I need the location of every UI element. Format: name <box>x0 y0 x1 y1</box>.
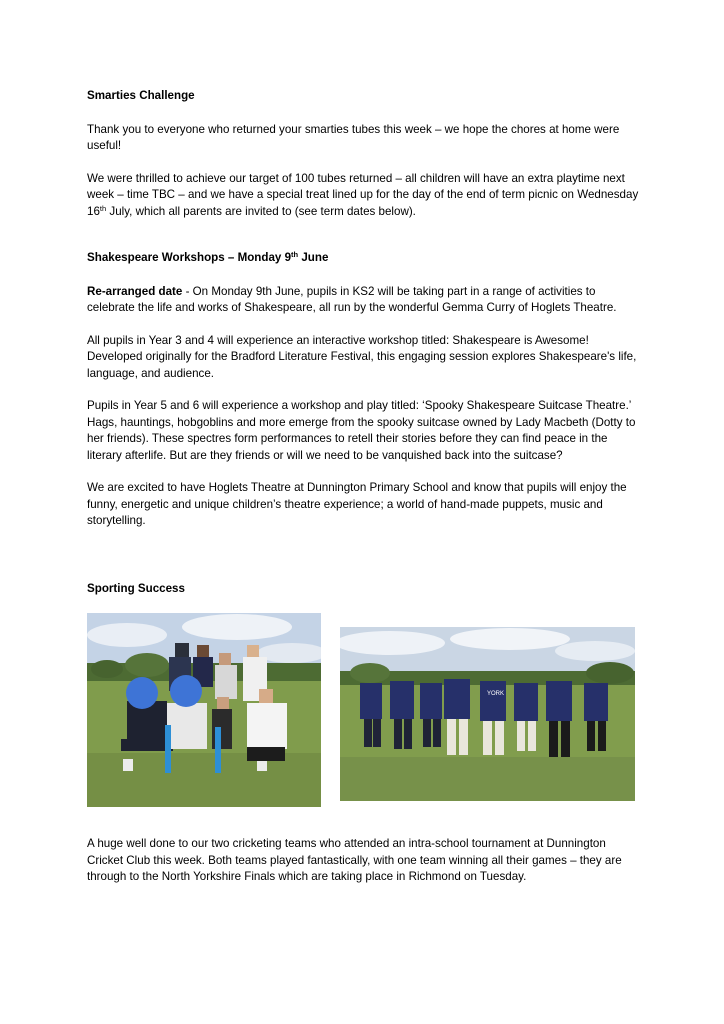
cricket-summary-paragraph: A huge well done to our two cricketing teams who attended an intra-school tournament at Dunnington Cricket Club this week. Both teams played fantastically, with one team winning all their games – they are through to the North Yorkshire Finals which are taking place in Richmond on Tuesday. <box>87 837 622 883</box>
shakespeare-heading-text: Shakespeare Workshops – Monday 9 <box>87 251 292 264</box>
smarties-heading: Smarties Challenge <box>87 89 195 102</box>
rearranged-date-label: Re-arranged date <box>87 284 183 298</box>
shakespeare-paragraph-2: All pupils in Year 3 and 4 will experience an interactive workshop titled: Shakespeare is Awesome! Developed originally for the Bradford Literature Festival, this engaging session explores Shakespeare's life, language, and audience. <box>87 333 637 380</box>
shakespeare-paragraph-1 <box>87 284 639 317</box>
smarties-p2-end: July, which all parents are invited to (see term dates below). <box>106 204 416 218</box>
shakespeare-heading <box>87 250 639 267</box>
shakespeare-p1-text: - On Monday 9th June, pupils in KS2 will be taking part in a range of activities to celebrate the life and works of Shakespeare, all run by the wonderful Gemma Curry of Hoglets Theatre. <box>87 284 617 314</box>
shakespeare-paragraph-3: Pupils in Year 5 and 6 will experience a workshop and play titled: ‘Spooky Shakespeare Suitcase Theatre.’ Hags, hauntings, hobgoblins and more emerge from the spooky suitcase owned by Lady Macbeth (Dotty to her friends). These spectres form performances to retell their stories before they can find peace in the literary afterlife. But are they friends or will we need to be vanquished back into the suitcase? <box>87 399 636 462</box>
cricket-summary-section <box>87 836 639 886</box>
team-photo-backs <box>340 627 635 801</box>
sporting-heading: Sporting Success <box>87 582 185 595</box>
shakespeare-paragraph-4: We are excited to have Hoglets Theatre at Dunnington Primary School and know that pupils will enjoy the funny, energetic and unique children’s theatre experience; a world of hand-made puppets, music and storytelling. <box>87 481 627 527</box>
smarties-p2-text: We were thrilled to achieve our target of 100 tubes returned – all children will have an extra playtime next week – time TBC – and we have a special treat lined up for the day of the end of term picnic on Wednesday 16 <box>87 171 639 218</box>
shirt-lettering: YORK <box>487 691 505 697</box>
shakespeare-heading-end: June <box>298 251 329 264</box>
smarties-paragraph-2 <box>87 171 639 221</box>
team-photo-kneeling <box>87 613 321 807</box>
shakespeare-section <box>87 250 639 530</box>
smarties-p2-sup: th <box>99 203 107 213</box>
shakespeare-heading-sup: th <box>291 250 299 259</box>
smarties-section <box>87 88 639 220</box>
smarties-paragraph-1: Thank you to everyone who returned your smarties tubes this week – we hope the chores at home were useful! <box>87 122 620 152</box>
